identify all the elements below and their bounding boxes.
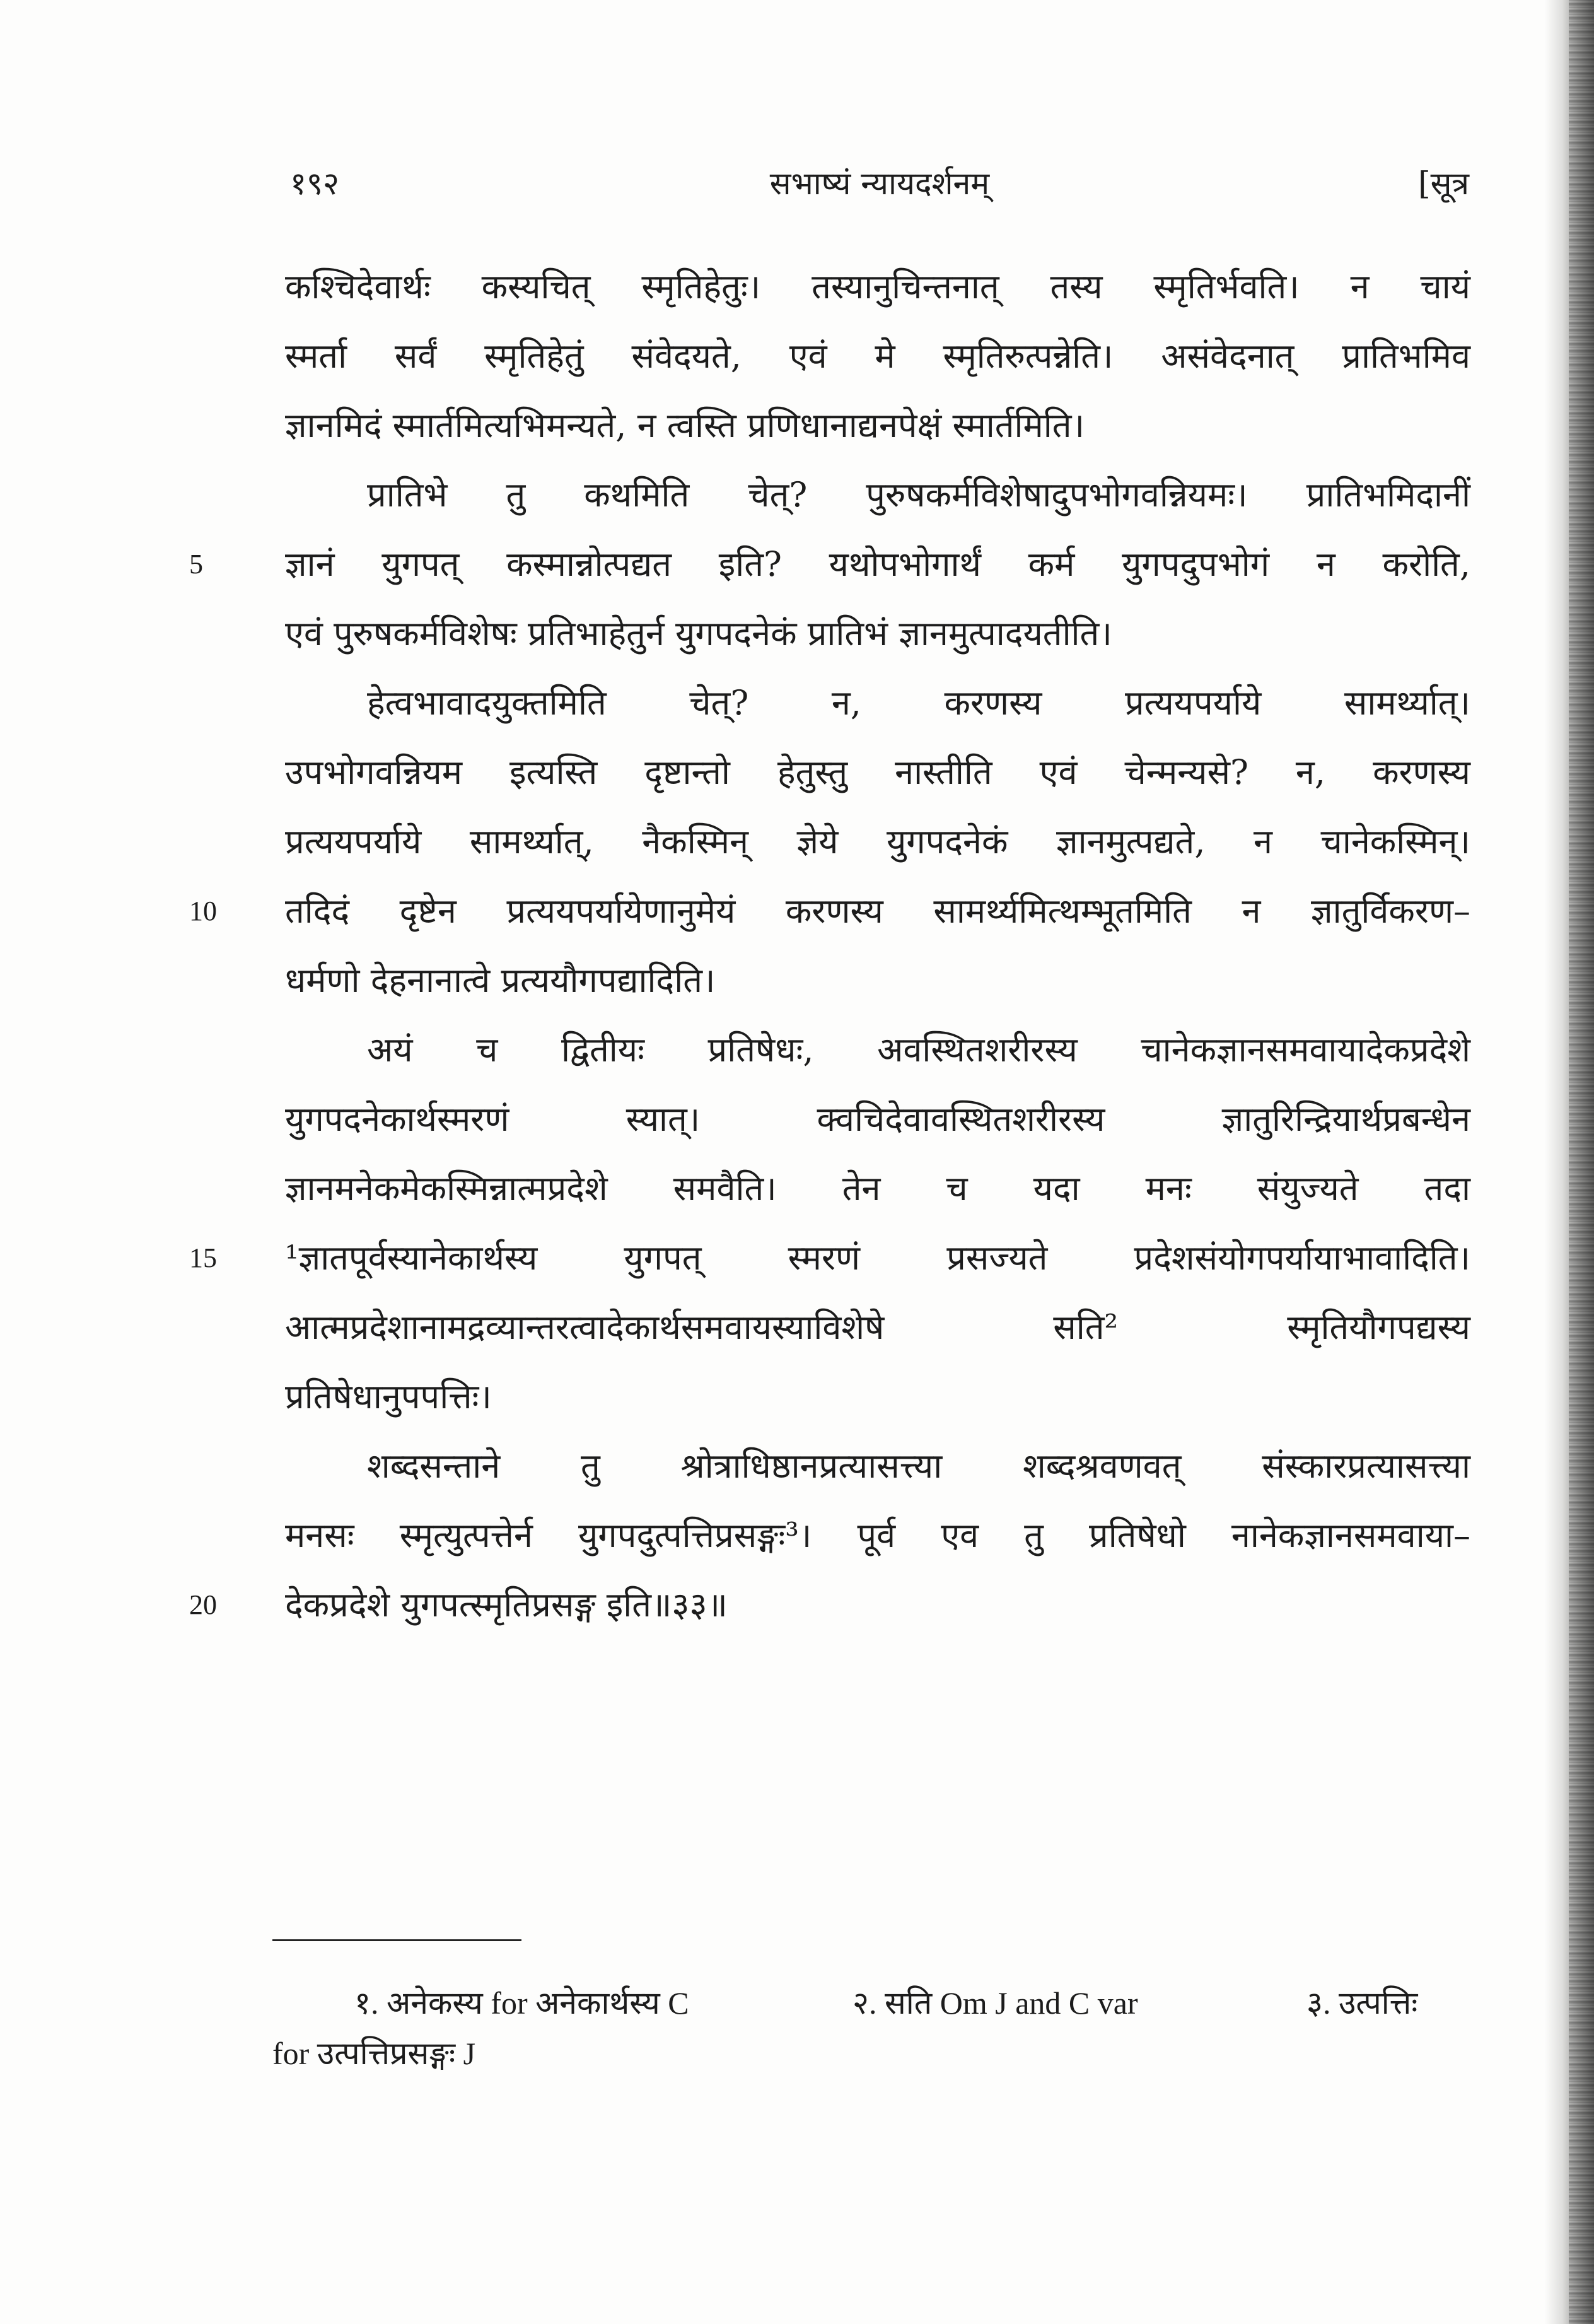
text-line: आत्मप्रदेशानामद्रव्यान्तरत्वादेकार्थसमवायस्याविशेषे सति² स्मृतियौगपद्यस्य	[285, 1307, 1470, 1347]
text-line: प्रत्ययपर्याये सामर्थ्यात्, नैकस्मिन् ज्ञेये युगपदनेकं ज्ञानमुत्पद्यते, न चानेकस्मिन्।	[285, 822, 1470, 861]
line-number: 20	[189, 1589, 217, 1620]
running-header	[290, 161, 1469, 211]
text-line: उपभोगवन्नियम इत्यस्ति दृष्टान्तो हेतुस्तु नास्तीति एवं चेन्मन्यसे? न, करणस्य	[285, 752, 1470, 792]
footnote-3-continued: for उत्पत्तिप्रसङ्गः J	[272, 2036, 476, 2071]
footnote-2: २. सति Om J and C var	[852, 1985, 1138, 2021]
text-line: स्मर्ता सर्वं स्मृतिहेतुं संवेदयते, एवं मे स्मृतिरुत्पन्नेति। असंवेदनात् प्रातिभमिव	[285, 336, 1470, 376]
book-title: सभाष्यं न्यायदर्शनम्	[769, 165, 990, 202]
text-line: देकप्रदेशे युगपत्स्मृतिप्रसङ्ग इति॥३३॥	[285, 1585, 728, 1625]
page-number: १९२	[290, 165, 339, 202]
footnote-rule	[272, 1939, 521, 1941]
text-line: ज्ञानमिदं स्मार्तमित्यभिमन्यते, न त्वस्ति प्रणिधानाद्यनपेक्षं स्मार्तमिति।	[285, 406, 1085, 445]
text-line: ज्ञानमनेकमेकस्मिन्नात्मप्रदेशे समवैति। तेन च यदा मनः संयुज्यते तदा	[285, 1169, 1470, 1208]
text-line: प्रातिभे तु कथमिति चेत्? पुरुषकर्मविशेषादुपभोगवन्नियमः। प्रातिभमिदानीं	[367, 475, 1470, 515]
footnote-3: ३. उत्पत्तिः	[1306, 1985, 1418, 2021]
text-line: धर्मणो देहनानात्वे प्रत्ययौगपद्यादिति।	[285, 961, 716, 1000]
line-number: 10	[189, 896, 217, 926]
text-line: युगपदनेकार्थस्मरणं स्यात्। क्वचिदेवावस्थितशरीरस्य ज्ञातुरिन्द्रियार्थप्रबन्धेन	[285, 1099, 1470, 1139]
text-line: तदिदं दृष्टेन प्रत्ययपर्यायेणानुमेयं करणस्य सामर्थ्यमित्थम्भूतमिति न ज्ञातुर्विकरण–	[285, 891, 1470, 931]
text-line: एवं पुरुषकर्मविशेषः प्रतिभाहेतुर्न युगपदनेकं प्रातिभं ज्ञानमुत्पादयतीति।	[285, 614, 1112, 653]
text-line: मनसः स्मृत्युत्पत्तेर्न युगपदुत्पत्तिप्रसङ्गः³। पूर्व एव तु प्रतिषेधो नानेकज्ञानसमवाया–	[285, 1515, 1470, 1555]
text-line: हेत्वभावादयुक्तमिति चेत्? न, करणस्य प्रत्ययपर्याये सामर्थ्यात्।	[367, 683, 1470, 723]
text-line: प्रतिषेधानुपपत्तिः।	[285, 1377, 492, 1416]
line-number: 5	[189, 549, 203, 580]
text-line: कश्चिदेवार्थः कस्यचित् स्मृतिहेतुः। तस्यानुचिन्तनात् तस्य स्मृतिर्भवति। न चायं	[285, 267, 1470, 307]
section-label: [सूत्र	[1418, 165, 1469, 202]
text-line: शब्दसन्ताने तु श्रोत्राधिष्ठानप्रत्यासत्त्या शब्दश्रवणवत् संस्कारप्रत्यासत्त्या	[367, 1446, 1470, 1486]
text-line: अयं च द्वितीयः प्रतिषेधः, अवस्थितशरीरस्य चानेकज्ञानसमवायादेकप्रदेशे	[367, 1030, 1470, 1070]
footnote-1: १. अनेकस्य for अनेकार्थस्य C	[354, 1985, 689, 2021]
text-line: ¹ज्ञातपूर्वस्यानेकार्थस्य युगपत् स्मरणं प्रसज्यते प्रदेशसंयोगपर्यायाभावादिति।	[285, 1238, 1470, 1278]
page-edge-noise	[1569, 0, 1594, 2324]
text-line: ज्ञानं युगपत् कस्मान्नोत्पद्यत इति? यथोपभोगार्थं कर्म युगपदुपभोगं न करोति,	[285, 544, 1470, 584]
line-number: 15	[189, 1242, 217, 1273]
